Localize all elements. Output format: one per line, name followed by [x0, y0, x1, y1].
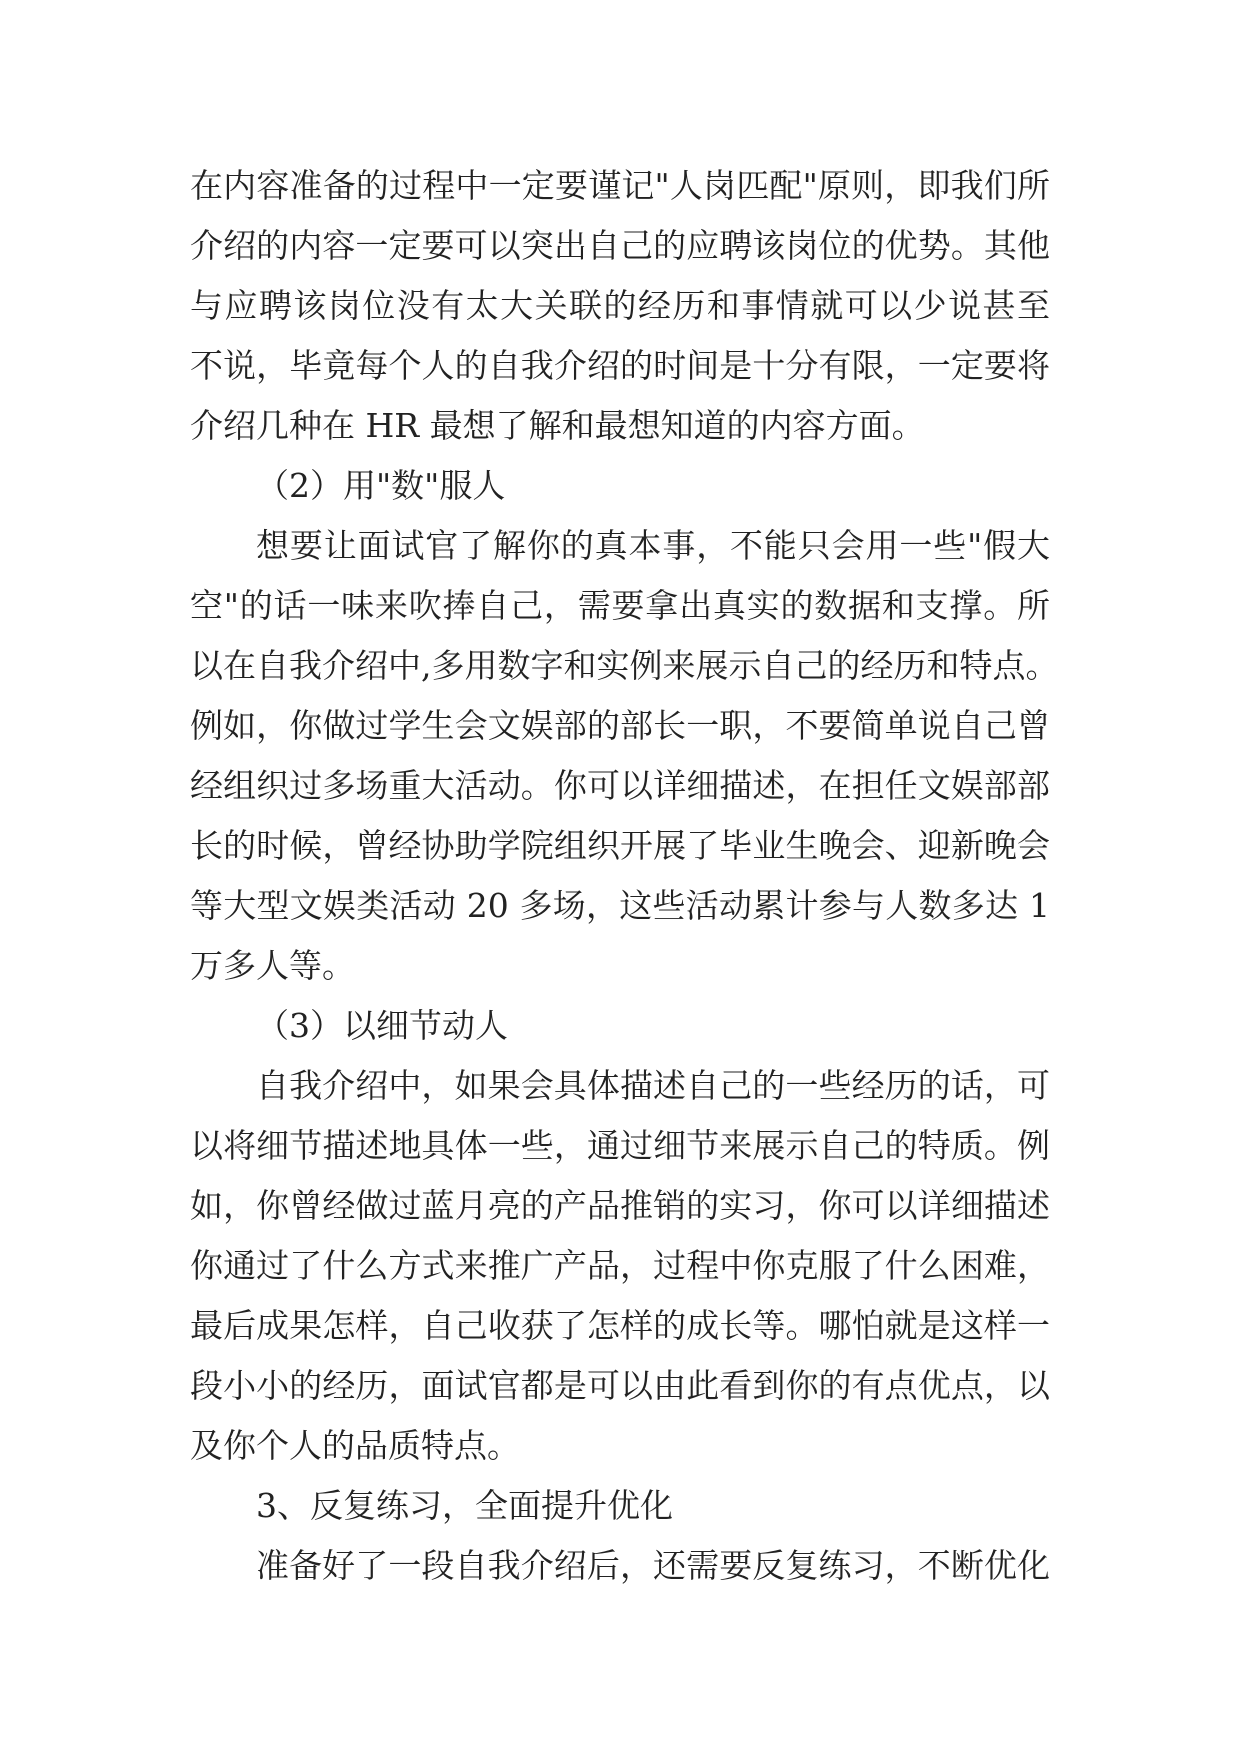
body-text-line: 在内容准备的过程中一定要谨记"人岗匹配"原则，即我们所 — [190, 166, 1050, 205]
body-text-line: 以在自我介绍中,多用数字和实例来展示自己的经历和特点。 — [190, 646, 1059, 685]
section-heading-main-3: 3、反复练习，全面提升优化 — [256, 1486, 673, 1525]
body-text-line: 以将细节描述地具体一些，通过细节来展示自己的特质。例 — [190, 1126, 1050, 1165]
body-text-line: 经组织过多场重大活动。你可以详细描述，在担任文娱部部 — [190, 766, 1050, 805]
body-text-line: 介绍几种在 HR 最想了解和最想知道的内容方面。 — [190, 406, 925, 445]
body-text-line: 你通过了什么方式来推广产品，过程中你克服了什么困难， — [190, 1246, 1050, 1285]
document-body — [190, 156, 1059, 1596]
paragraph-first-line: 想要让面试官了解你的真本事，不能只会用一些"假大 — [256, 526, 1050, 565]
body-text-line: 长的时候，曾经协助学院组织开展了毕业生晚会、迎新晚会 — [190, 826, 1050, 865]
paragraph-first-line: 自我介绍中，如果会具体描述自己的一些经历的话，可 — [256, 1066, 1050, 1105]
section-heading-3: （3）以细节动人 — [256, 1006, 508, 1045]
body-text-line: 与应聘该岗位没有太大关联的经历和事情就可以少说甚至 — [190, 286, 1050, 325]
body-text-line: 不说，毕竟每个人的自我介绍的时间是十分有限，一定要将 — [190, 346, 1050, 385]
section-heading-2: （2）用"数"服人 — [256, 466, 506, 505]
body-text-line: 例如，你做过学生会文娱部的部长一职，不要简单说自己曾 — [190, 706, 1050, 745]
body-text-line: 介绍的内容一定要可以突出自己的应聘该岗位的优势。其他 — [190, 226, 1050, 265]
body-text-line: 段小小的经历，面试官都是可以由此看到你的有点优点，以 — [190, 1366, 1050, 1405]
body-text-line: 及你个人的品质特点。 — [190, 1426, 520, 1465]
body-text-line: 等大型文娱类活动 20 多场，这些活动累计参与人数多达 1 — [190, 886, 1050, 925]
body-text-line: 最后成果怎样，自己收获了怎样的成长等。哪怕就是这样一 — [190, 1306, 1050, 1345]
body-text-line: 如，你曾经做过蓝月亮的产品推销的实习，你可以详细描述 — [190, 1186, 1050, 1225]
body-text-line: 空"的话一味来吹捧自己，需要拿出真实的数据和支撑。所 — [190, 586, 1050, 625]
paragraph-first-line: 准备好了一段自我介绍后，还需要反复练习，不断优化 — [256, 1546, 1050, 1585]
body-text-line: 万多人等。 — [190, 946, 355, 985]
